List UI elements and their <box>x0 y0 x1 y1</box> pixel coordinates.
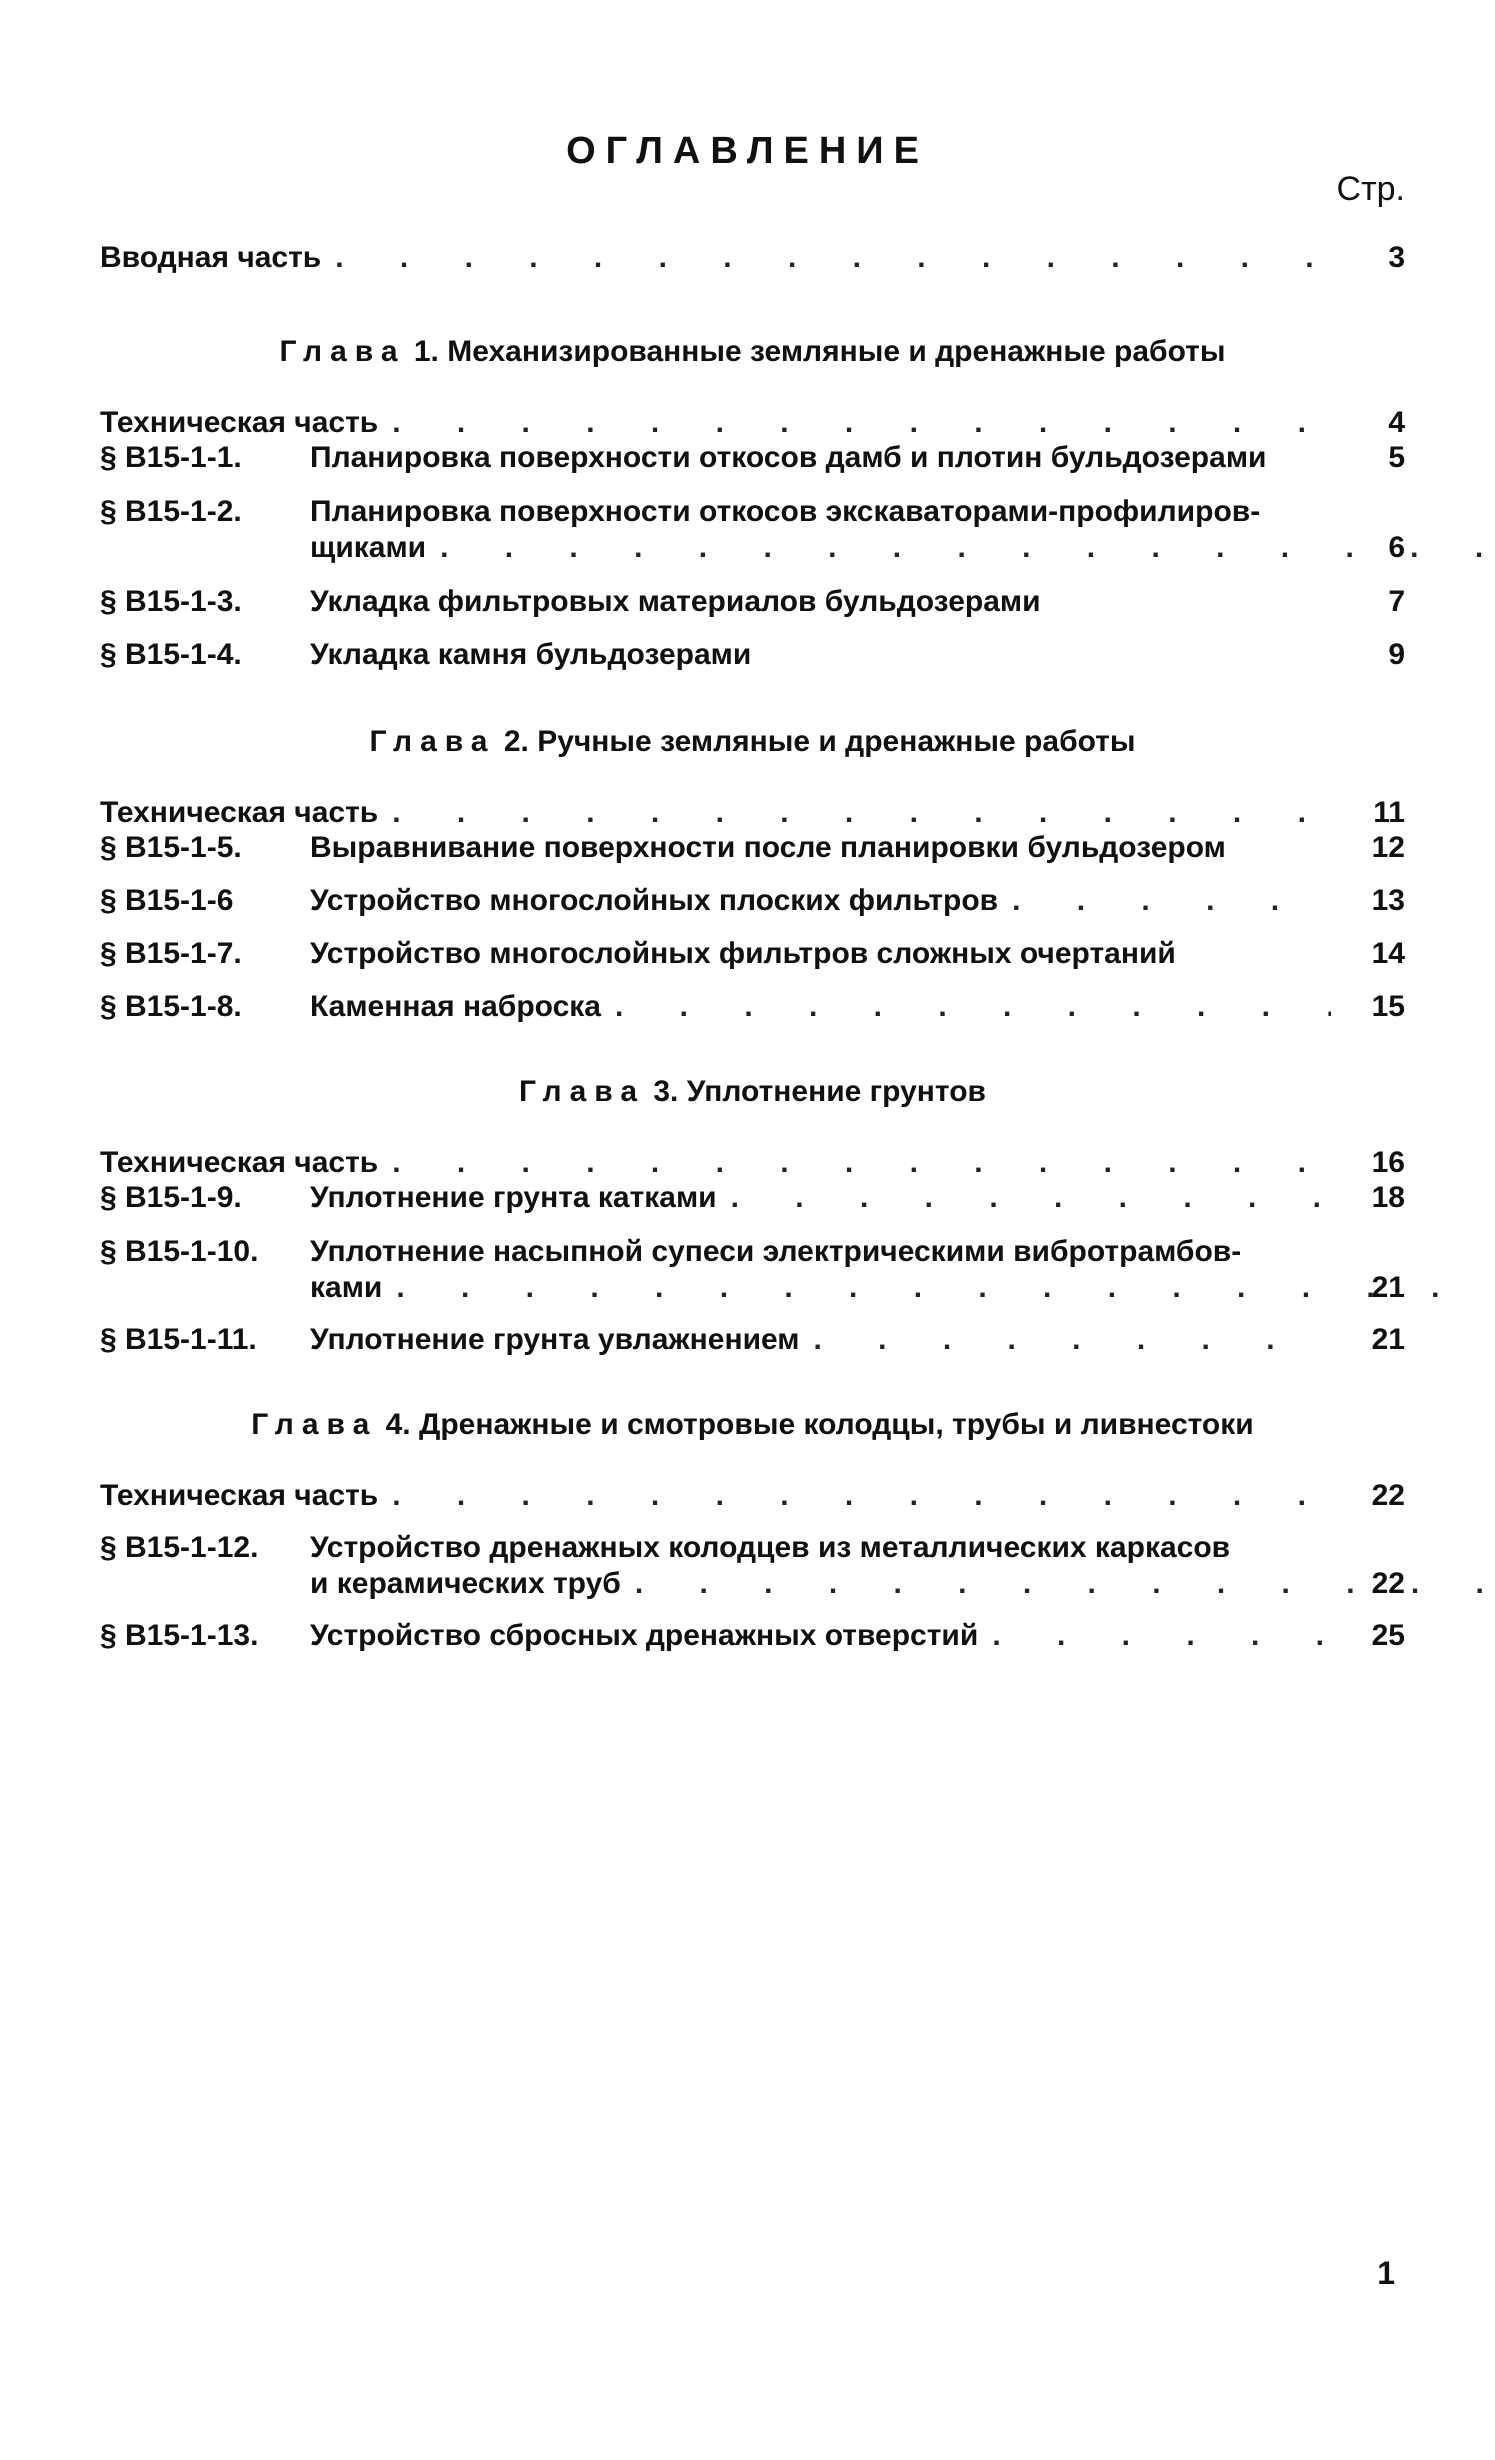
chapter-heading-4 <box>100 1408 1405 1442</box>
entry-label: Техническая часть <box>100 1146 379 1179</box>
chapter-label: Глава <box>369 725 496 758</box>
entry-page: 6 <box>1388 531 1405 564</box>
chapter-title: 2. Ручные земляные и дренажные работы <box>503 725 1136 758</box>
entry-page: 4 <box>1388 406 1405 439</box>
chapter-label: Глава <box>519 1075 646 1108</box>
entry-label: Техническая часть <box>100 406 379 439</box>
toc-entry <box>100 830 1405 866</box>
entry-text-continued: щиками <box>310 531 427 564</box>
entry-text: Устройство многослойных плоских фильтров <box>310 884 999 917</box>
entry-page: 18 <box>1371 1181 1405 1214</box>
entry-text: Уплотнение грунта увлажнением <box>310 1323 800 1356</box>
entry-label: Техническая часть <box>100 1479 379 1512</box>
toc-entry <box>100 989 1405 1025</box>
chapter-label: Глава <box>279 335 406 368</box>
leader-dots <box>396 1270 1495 1306</box>
entry-text: Укладка фильтровых материалов бульдозерами <box>310 585 1041 618</box>
section-number: § В15-1-11. <box>100 1323 257 1356</box>
chapter-title: 4. Дренажные и смотровые колодцы, трубы и ливнестоки <box>385 1408 1254 1441</box>
footer-page-number: 1 <box>1377 2255 1395 2291</box>
section-number: § В15-1-6 <box>100 884 234 917</box>
section-number: § В15-1-2. <box>100 495 242 528</box>
page-column-label: Стр. <box>1336 170 1405 208</box>
entry-text: Уплотнение грунта катками <box>310 1181 717 1214</box>
entry-text: Каменная наброска <box>310 990 601 1023</box>
toc-entry <box>100 1234 1405 1306</box>
chapter-heading-2 <box>100 725 1405 759</box>
toc-entry <box>100 637 1405 673</box>
entry-page: 16 <box>1371 1146 1405 1179</box>
toc-entry-intro <box>100 240 1405 276</box>
entry-page: 22 <box>1371 1479 1405 1512</box>
entry-page: 15 <box>1371 990 1405 1023</box>
toc-entry <box>100 584 1405 620</box>
section-number: § В15-1-7. <box>100 937 242 970</box>
toc-entry <box>100 1618 1405 1654</box>
section-number: § В15-1-8. <box>100 990 242 1023</box>
section-number: § В15-1-1. <box>100 441 242 474</box>
entry-page: 13 <box>1371 884 1405 917</box>
entry-page: 3 <box>1388 241 1405 274</box>
entry-page: 12 <box>1371 831 1405 864</box>
entry-page: 14 <box>1371 937 1405 970</box>
section-number: § В15-1-5. <box>100 831 242 864</box>
leader-dots <box>392 795 1331 831</box>
leader-dots <box>335 240 1331 276</box>
chapter-label: Глава <box>251 1408 378 1441</box>
toc-entry <box>100 936 1405 972</box>
entry-page: 22 <box>1371 1567 1405 1600</box>
entry-text: Устройство многослойных фильтров сложных очертаний <box>310 937 1176 970</box>
leader-dots <box>731 1180 1331 1216</box>
section-number: § В15-1-9. <box>100 1181 242 1214</box>
leader-dots <box>992 1618 1331 1654</box>
toc-entry <box>100 494 1405 566</box>
entry-page: 7 <box>1388 585 1405 618</box>
chapter-heading-1 <box>100 335 1405 369</box>
entry-label: Техническая часть <box>100 796 379 829</box>
entry-page: 25 <box>1371 1619 1405 1652</box>
entry-text: Уплотнение насыпной супеси электрическими вибротрамбов- <box>310 1235 1242 1268</box>
toc-entry <box>100 1530 1405 1602</box>
toc-entry-tech <box>100 795 1405 831</box>
entry-page: 11 <box>1373 796 1405 829</box>
toc-entry-tech <box>100 405 1405 441</box>
leader-dots <box>440 530 1495 566</box>
entry-page: 9 <box>1388 638 1405 671</box>
toc-entry <box>100 1322 1405 1358</box>
toc-entry <box>100 440 1405 476</box>
entry-page: 21 <box>1371 1323 1405 1356</box>
chapter-title: 3. Уплотнение грунтов <box>653 1075 986 1108</box>
entry-page: 21 <box>1371 1271 1405 1304</box>
toc-entry-tech <box>100 1478 1405 1514</box>
leader-dots <box>1012 883 1331 919</box>
section-number: § В15-1-12. <box>100 1531 259 1564</box>
toc-entry <box>100 1180 1405 1216</box>
entry-page: 5 <box>1388 441 1405 474</box>
toc-title: ОГЛАВЛЕНИЕ <box>566 130 929 172</box>
entry-label: Вводная часть <box>100 241 322 274</box>
leader-dots <box>814 1322 1332 1358</box>
chapter-title: 1. Механизированные земляные и дренажные работы <box>413 335 1226 368</box>
entry-text-continued: ками <box>310 1271 383 1304</box>
leader-dots <box>392 1145 1331 1181</box>
section-number: § В15-1-4. <box>100 638 242 671</box>
section-number: § В15-1-10. <box>100 1235 259 1268</box>
toc-entry-tech <box>100 1145 1405 1181</box>
entry-text: Планировка поверхности откосов дамб и плотин бульдозерами <box>310 441 1267 474</box>
entry-text: Планировка поверхности откосов экскаваторами-профилиров- <box>310 495 1261 528</box>
entry-text: Устройство сбросных дренажных отверстий <box>310 1619 979 1652</box>
chapter-heading-3 <box>100 1075 1405 1109</box>
section-number: § В15-1-13. <box>100 1619 259 1652</box>
entry-text-continued: и керамических труб <box>310 1567 621 1600</box>
toc-entry <box>100 883 1405 919</box>
leader-dots <box>392 405 1331 441</box>
section-number: § В15-1-3. <box>100 585 242 618</box>
entry-text: Укладка камня бульдозерами <box>310 638 752 671</box>
entry-text: Устройство дренажных колодцев из металлических каркасов <box>310 1531 1231 1564</box>
leader-dots <box>392 1478 1331 1514</box>
entry-text: Выравнивание поверхности после планировки бульдозером <box>310 831 1226 864</box>
leader-dots <box>615 989 1331 1025</box>
